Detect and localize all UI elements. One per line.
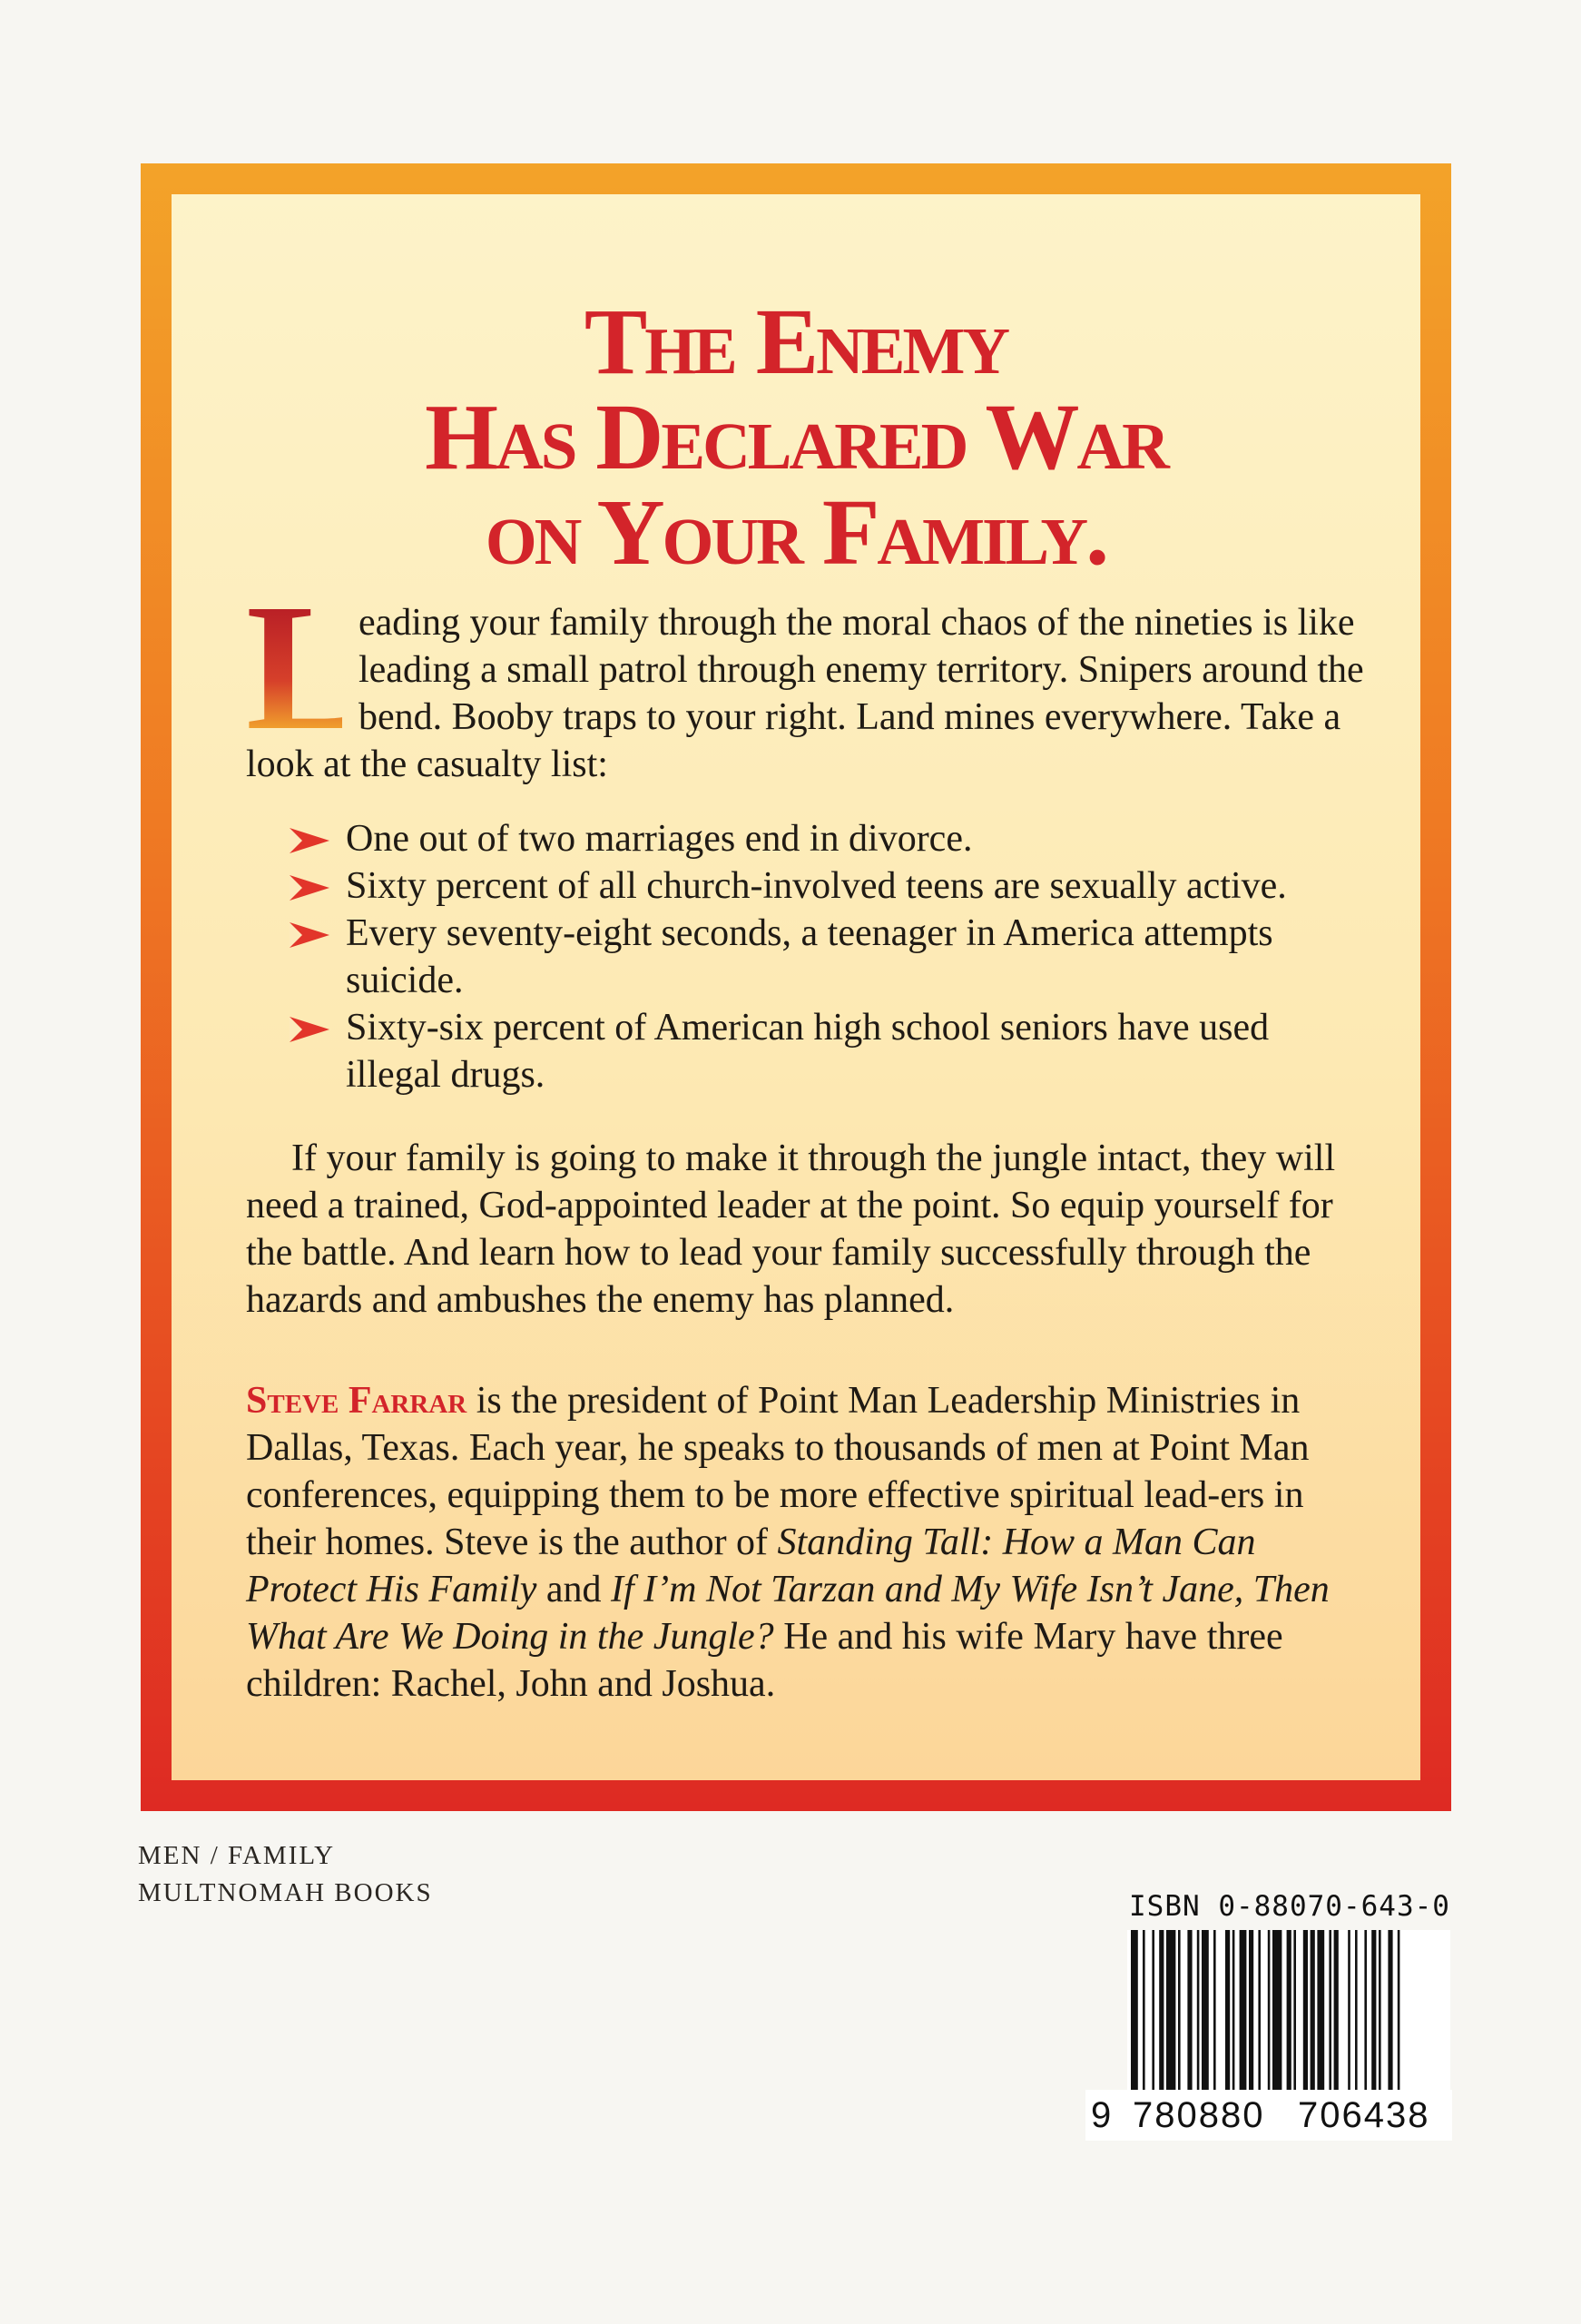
barcode-bar [1232, 1930, 1235, 2108]
barcode-bar [1131, 1930, 1138, 2108]
barcode-icon [1127, 1930, 1450, 2108]
book-title-2: If I’m Not Tarzan and My Wife Isn’t Jane, Then What Are We Doing in the Jungle? [246, 1569, 1330, 1658]
barcode-bar [1334, 1930, 1339, 2108]
barcode-bar [1240, 1930, 1247, 2108]
barcode-bar [1213, 1930, 1216, 2108]
barcode-bar [1249, 1930, 1253, 2108]
barcode-bar [1272, 1930, 1281, 2108]
call-to-action-paragraph: If your family is going to make it through the jungle intact, they will need a trained, God-appointed leader at the point. So equip yourself for the battle. And learn how to lead your family successfully through the hazards and ambushes the enemy has planned. [246, 1137, 1336, 1321]
list-item [246, 910, 1366, 1004]
barcode-group-1: 780880 [1133, 2095, 1265, 2135]
barcode-bar [1258, 1930, 1261, 2108]
author-bio-text-1: is the president of Point Man Leadership Ministries in Dallas, Texas. Each year, he speaks to thousands of men at Point Man conferences, equipping them to be more effective spiritual lead-ers in their homes. Steve is the author of [246, 1380, 1310, 1563]
barcode-bar [1268, 1930, 1271, 2108]
barcode-bar [1143, 1930, 1145, 2108]
list-item-text: Sixty percent of all church-involved teens are sexually active. [346, 865, 1287, 907]
cover-panel [172, 194, 1420, 1780]
category-label: MEN / FAMILY [138, 1841, 336, 1870]
author-bio [246, 1377, 1366, 1708]
barcode-bar [1166, 1930, 1175, 2108]
headline-line-2: Has Declared War [425, 385, 1167, 489]
barcode-bar [1178, 1930, 1181, 2108]
arrow-bullet-icon [290, 875, 329, 901]
barcode-bar [1197, 1930, 1200, 2108]
barcode-bar [1379, 1930, 1381, 2108]
barcode-bar [1355, 1930, 1358, 2108]
headline-line-3: on Your Family. [485, 480, 1107, 585]
isbn-label: ISBN 0-88070-643-0 [1129, 1890, 1450, 1923]
list-item-text: Every seventy-eight seconds, a teenager in America attempts suicide. [346, 912, 1273, 1001]
barcode-bar [1293, 1930, 1296, 2108]
intro-text: eading your family through the moral chaos of the nineties is like leading a small patrol through enemy territory. Snipers around the bend. Booby traps to your right. Land mines everywhere. Take a look at the casualty list: [246, 602, 1364, 785]
list-item [246, 862, 1366, 910]
barcode-bar [1225, 1930, 1230, 2108]
barcode-bar [1398, 1930, 1400, 2108]
barcode-bar [1364, 1930, 1367, 2108]
headline [172, 290, 1420, 585]
barcode-lead-digit: 9 [1091, 2095, 1112, 2135]
publisher-label: MULTNOMAH BOOKS [138, 1878, 433, 1907]
author-bio-text-3: He and his wife Mary have three children: Rachel, John and Joshua. [246, 1616, 1283, 1705]
arrow-bullet-icon [290, 922, 329, 948]
barcode-bar [1152, 1930, 1154, 2108]
casualty-list [246, 815, 1366, 1098]
barcode-bar [1329, 1930, 1331, 2108]
book-title-1: Standing Tall: How a Man Can Protect His Family [246, 1521, 1256, 1610]
arrow-bullet-icon [290, 828, 329, 853]
barcode-bar [1202, 1930, 1209, 2108]
drop-cap: L [246, 567, 368, 768]
barcode-number [1085, 2090, 1452, 2141]
barcode-bar [1159, 1930, 1164, 2108]
barcode-bar [1287, 1930, 1291, 2108]
list-item [246, 1004, 1366, 1098]
cover-frame [141, 163, 1451, 1811]
barcode-group-2: 706438 [1298, 2095, 1430, 2135]
barcode-bar [1187, 1930, 1192, 2108]
author-name: Steve Farrar [246, 1380, 467, 1422]
headline-line-1: The Enemy [584, 290, 1008, 394]
list-item-text: Sixty-six percent of American high school seniors have used illegal drugs. [346, 1007, 1270, 1096]
barcode-bar [1348, 1930, 1350, 2108]
author-bio-text-2: and [536, 1569, 612, 1610]
list-item-text: One out of two marriages end in divorce. [346, 818, 973, 860]
barcode-bar [1311, 1930, 1315, 2108]
barcode-bar [1303, 1930, 1308, 2108]
arrow-bullet-icon [290, 1017, 329, 1042]
intro-paragraph [246, 567, 1366, 788]
barcode-bar [1317, 1930, 1324, 2108]
list-item [246, 815, 1366, 862]
footer-info [138, 1837, 433, 1912]
barcode-bar [1388, 1930, 1392, 2108]
barcode-bar [1371, 1930, 1376, 2108]
